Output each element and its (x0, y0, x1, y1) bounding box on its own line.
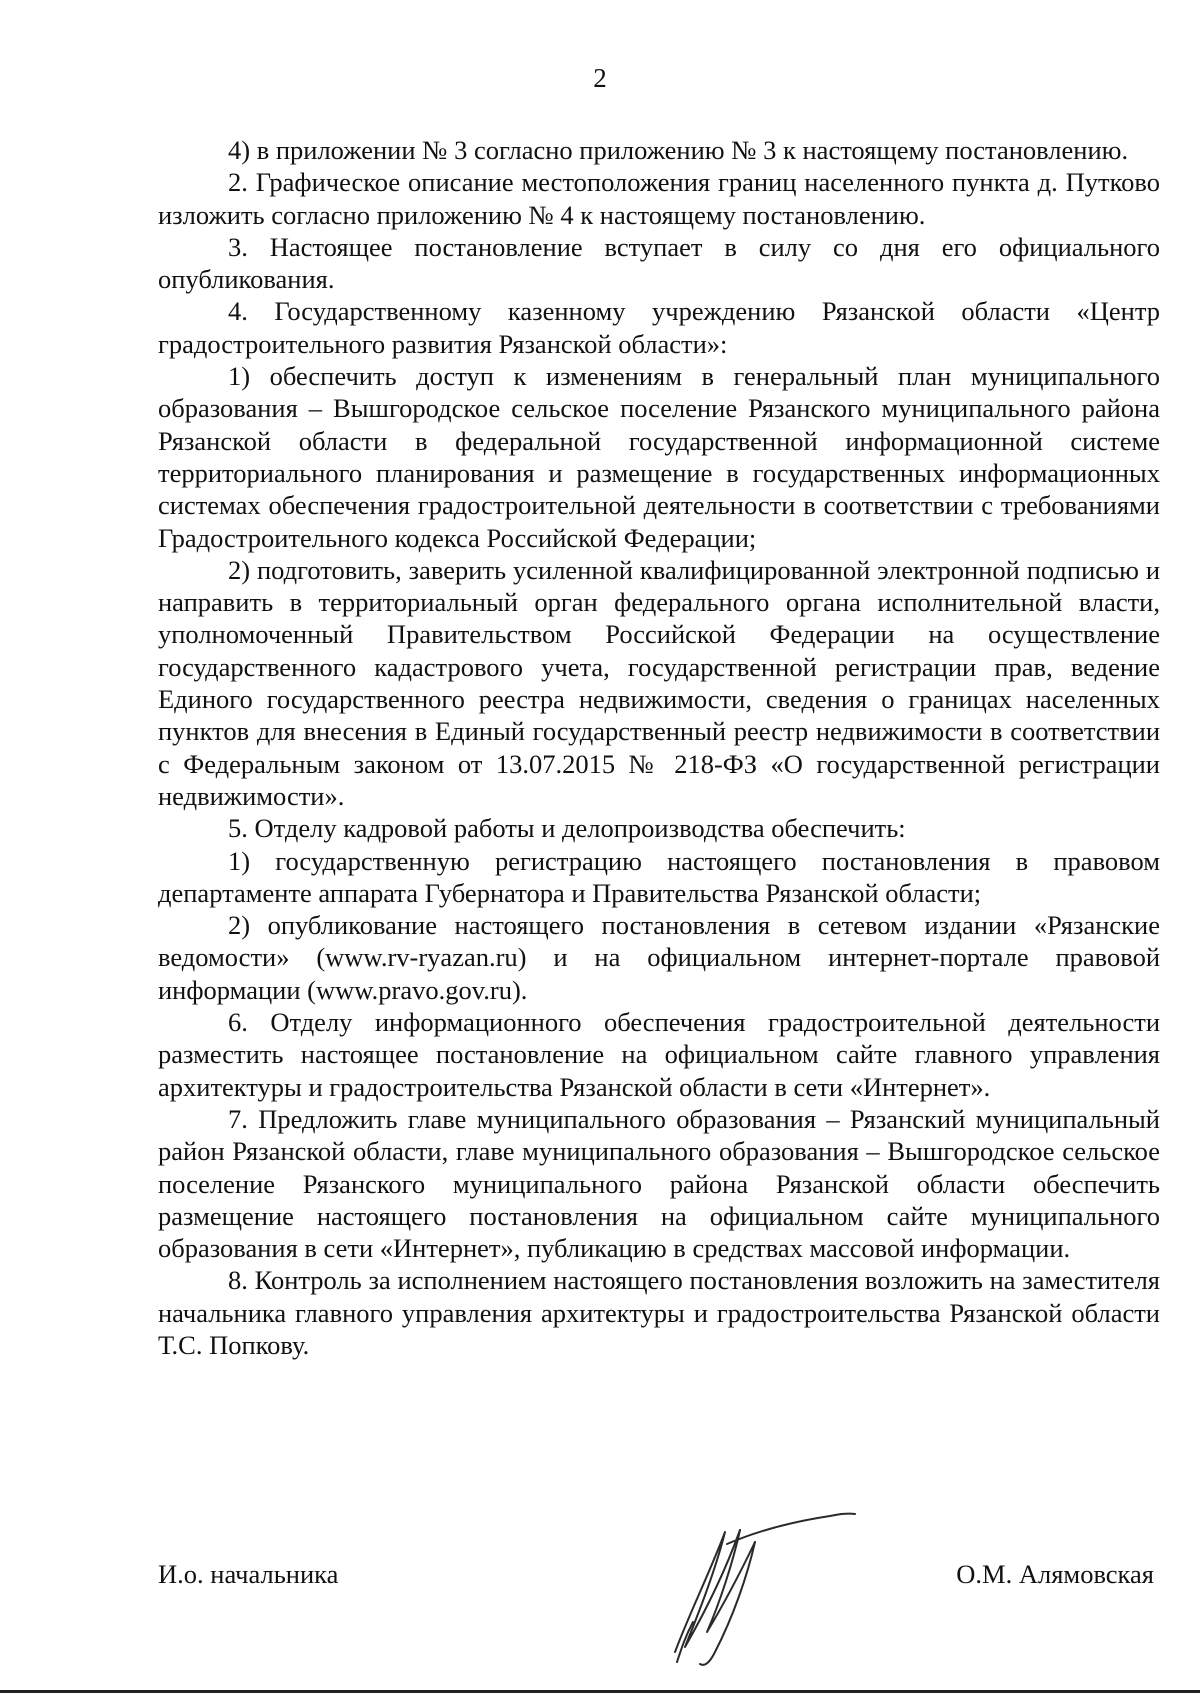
paragraph-4-1-access: 1) обеспечить доступ к изменениям в генеральный план муниципального образования – Вышгородское сельское поселение Рязанского муниципального района Рязанской области в федеральной государственной информационной системе территориального планирования и размещение в государственных информационных системах обеспечения градостроительной деятельности в соответствии с требованиями Градостроительного кодекса Российской Федерации; (158, 361, 1160, 553)
paragraph-2-boundaries: 2. Графическое описание местоположения границ населенного пункта д. Путково изложить согласно приложению № 4 к настоящему постановлению. (158, 167, 1160, 230)
paragraph-7-municipal-head: 7. Предложить главе муниципального образования – Рязанский муниципальный район Рязанской области, главе муниципального образования – Вышгородское сельское поселение Рязанского муниципального района Рязанской области обеспечить размещение настоящего постановления на официальном сайте муниципального образования в сети «Интернет», публикацию в средствах массовой информации. (158, 1103, 1160, 1264)
paragraph-4-appendix-3: 4) в приложении № 3 согласно приложению № 3 к настоящему постановлению. (228, 135, 1129, 165)
signature-block (158, 1558, 1160, 1598)
signatory-position: И.о. начальника (158, 1559, 339, 1589)
paragraph-3-effective-date: 3. Настоящее постановление вступает в силу со дня его официального опубликования. (158, 231, 1160, 295)
paragraph-4-2-prepare: 2) подготовить, заверить усиленной квалифицированной электронной подписью и направить в территориальный орган федерального органа исполнительной власти, уполномоченный Правительством Российской Федерации на осуществление государственного кадастрового учета, государственной регистрации прав, ведение Единого государственного реестра недвижимости, сведения о границах населенных пунктов для внесения в Единый государственный реестр недвижимости в соответствии с Федеральным законом от 13.07.2015 № 218-ФЗ «О государственной регистрации недвижимости». (158, 554, 1160, 811)
bottom-divider (0, 1690, 1200, 1693)
paragraph-6-info-department: 6. Отделу информационного обеспечения градостроительной деятельности разместить настоящее постановление на официальном сайте главного управления архитектуры и градостроительства Рязанской области в сети «Интернет». (158, 1007, 1160, 1102)
signatory-name: О.М. Алямовская (956, 1559, 1154, 1589)
paragraph-8-control: 8. Контроль за исполнением настоящего постановления возложить на заместителя начальника главного управления архитектуры и градостроительства Рязанской области Т.С. Попкову. (158, 1265, 1160, 1360)
paragraph-4-state-institution: 4. Государственному казенному учреждению Рязанской области «Центр градостроительного развития Рязанской области»: (158, 296, 1160, 359)
document-body (158, 134, 1160, 1361)
paragraph-5-1-registration: 1) государственную регистрацию настоящего постановления в правовом департаменте аппарата Губернатора и Правительства Рязанской области; (158, 845, 1160, 908)
paragraph-5-2-publication: 2) опубликование настоящего постановления в сетевом издании «Рязанские ведомости» (www.rv-ryazan.ru) и на официальном интернет-портале правовой информации (www.pravo.gov.ru). (158, 910, 1160, 1005)
paragraph-5-hr-department: 5. Отделу кадровой работы и делопроизводства обеспечить: (228, 813, 906, 844)
page-number: 2 (593, 63, 607, 93)
